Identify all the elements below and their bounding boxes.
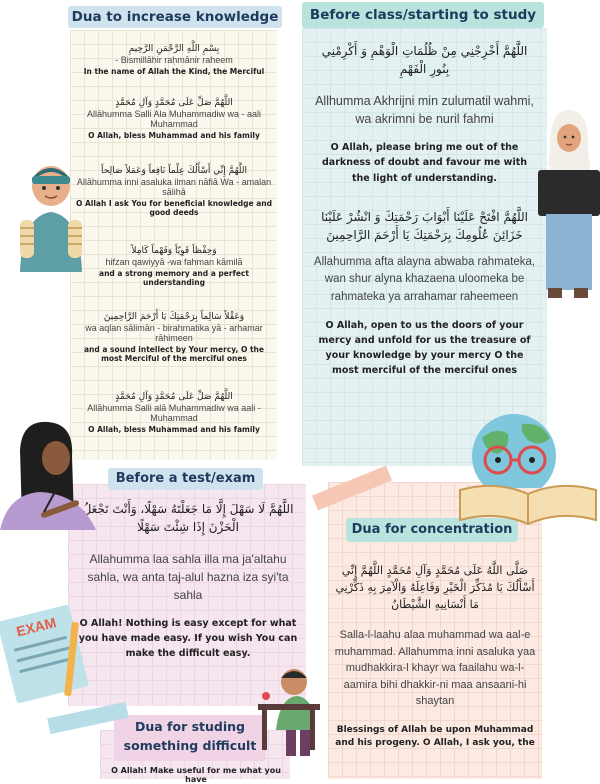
girl-illustration [536, 108, 600, 304]
knowledge-translit-6: Allāhumma Salli alā Muhammadiw wa aali -Muhammad [87, 403, 261, 423]
class-arabic-2: اللَّهُمَّ افْتَحْ عَلَيْنَا أَبْوَابَ رَحْمَتِكَ وَ انْشُرْ عَلَيْنَا خَزَائِنَ عُلُومِكَ بِرَحْمَتِكَ يَا أَرْحَمَ الرَّاحِمِينَ [321, 210, 528, 242]
class-content [312, 42, 537, 462]
test-translit: Allahumma laa sahla illa ma ja'altahu sahla, wa anta taj-alul hazna iza syi'ta sahla [87, 552, 289, 602]
class-english-1: O Allah, please bring me out of the darkness of doubt and favour me with the light of understanding. [321, 142, 528, 184]
knowledge-arabic-6: اللَّهُمَّ صَلِّ عَلَى مُحَمَّدٍ وَآلِ مُحَمَّدٍ [115, 392, 233, 402]
book-illustration [456, 480, 600, 526]
knowledge-arabic-2: اللَّهُمَّ صَلِّ عَلَى مُحَمَّدٍ وَآلِ مُحَمَّدٍ [115, 98, 233, 108]
knowledge-translit-5: wa aqlan sālimān - birahmatika yā - arhamar rāhimeen [85, 323, 263, 343]
knowledge-translit-3: Allāhumma inni asaluka ilman nāfiā Wa - amalan sālihā [76, 177, 272, 197]
test-arabic: اللَّهُمَّ لَا سَهْلَ إِلَّا مَا جَعَلْتَهُ سَهْلًا، وَأَنْتَ تَجْعَلُ الْحَزْنَ إِذَا شِئْتَ سَهْلًا [82, 502, 294, 534]
class-english-2: O Allah, open to us the doors of your mercy and unfold for us the treasure of your knowledge by your mercy O the most merciful of the merciful ones [318, 319, 531, 377]
class-arabic-1: اللَّهُمَّ أَخْرِجْنِي مِنْ ظُلُمَاتِ الْوَهْمِ وَ أَكْرِمْنِي بِنُورِ الْفَهْمِ [321, 44, 528, 76]
class-translit-2: Allahumma afta alayna abwaba rahmateka, wan shur alyna khazaena uloomeka be rahmateka ya arrahamar raheemeen [313, 256, 536, 303]
knowledge-translit-1: - Bismillāhir raḥmānir raheem [115, 55, 233, 65]
knowledge-english-3: O Allah I ask You for beneficial knowledge and good deeds [75, 199, 272, 217]
test-heading: Before a test/exam [108, 468, 263, 490]
concentration-english: Blessings of Allah be upon Muhammad and his progeny. O Allah, I ask you, the [335, 724, 535, 749]
boy-illustration [12, 160, 90, 272]
knowledge-translit-4: hifzan qawiyyā -wa fahman kāmilā [105, 257, 243, 267]
knowledge-english-1: In the name of Allah the Kind, the Merciful [83, 67, 265, 76]
desk-boy-illustration [254, 660, 324, 760]
difficult-heading: Dua for studing something difficult [114, 715, 266, 761]
knowledge-arabic-3: اللَّهُمَّ إِنِّي أَسْأَلُكَ عِلْماً نَافِعاً وَعَمَلاً صَالِحاً [100, 166, 248, 176]
knowledge-english-2: O Allah, bless Muhammad and his family [88, 131, 260, 140]
knowledge-arabic-5: وَعَقْلاً سَالِماً بِرَحْمَتِكَ يَا أَرْحَمَ الرَّاحِمِينَ [103, 312, 245, 322]
globe-illustration [452, 408, 582, 488]
knowledge-translit-2: Allāhumma Salli Ala Muhammadiw wa - aali Muhammad [86, 109, 262, 129]
knowledge-english-5: and a sound intellect by Your mercy, O the most Merciful of the merciful ones [83, 345, 264, 363]
knowledge-heading: Dua to increase knowledge [68, 6, 282, 28]
concentration-arabic: صَلَّى اللَّهُ عَلَى مُحَمَّدٍ وَآلِ مُحَمَّدٍ اللَّهُمَّ إِنِّي أَسْأَلُكَ يَا مُذَكِّرَ الْخَيْرِ وَفَاعِلَهُ وَالْآمِرَ بِهِ ذَكِّرْنِي مَا أَنْسَانِيهِ الشَّيْطَانُ [335, 564, 535, 612]
concentration-heading: Dua for concentration [346, 518, 518, 542]
difficult-english: O Allah! Make useful for me what you have [111, 766, 281, 784]
knowledge-arabic-4: وَحِفْظاً قَوِيّاً وَفَهْماً كَامِلاً [131, 246, 217, 256]
class-translit-1: Allhumma Akhrijni min zulumatil wahmi, wa akrimni be nuril fahmi [315, 94, 534, 127]
knowledge-content [74, 44, 274, 454]
knowledge-english-4: and a strong memory and a perfect understanding [99, 269, 249, 287]
writing-girl-illustration [0, 420, 104, 530]
concentration-translit: Salla-l-laahu alaa muhammad wa aal-e muhammad. Allahumma inni asaluka yaa mudhakkira-l khayr wa faailahu wa-l-aamira bihi dhakkir-ni maa ansaani-hi shaytan [334, 629, 536, 708]
test-english: O Allah! Nothing is easy except for what you have made easy. If you wish You can make the difficult easy. [78, 618, 298, 660]
concentration-content [332, 562, 538, 779]
knowledge-arabic-1: بِسْمِ اللَّهِ الرَّحْمَنِ الرَّحِيمِ [128, 44, 220, 54]
knowledge-english-6: O Allah, bless Muhammad and his family [88, 425, 260, 434]
class-heading: Before class/starting to study [302, 2, 544, 28]
exam-label: EXAM [14, 614, 58, 640]
